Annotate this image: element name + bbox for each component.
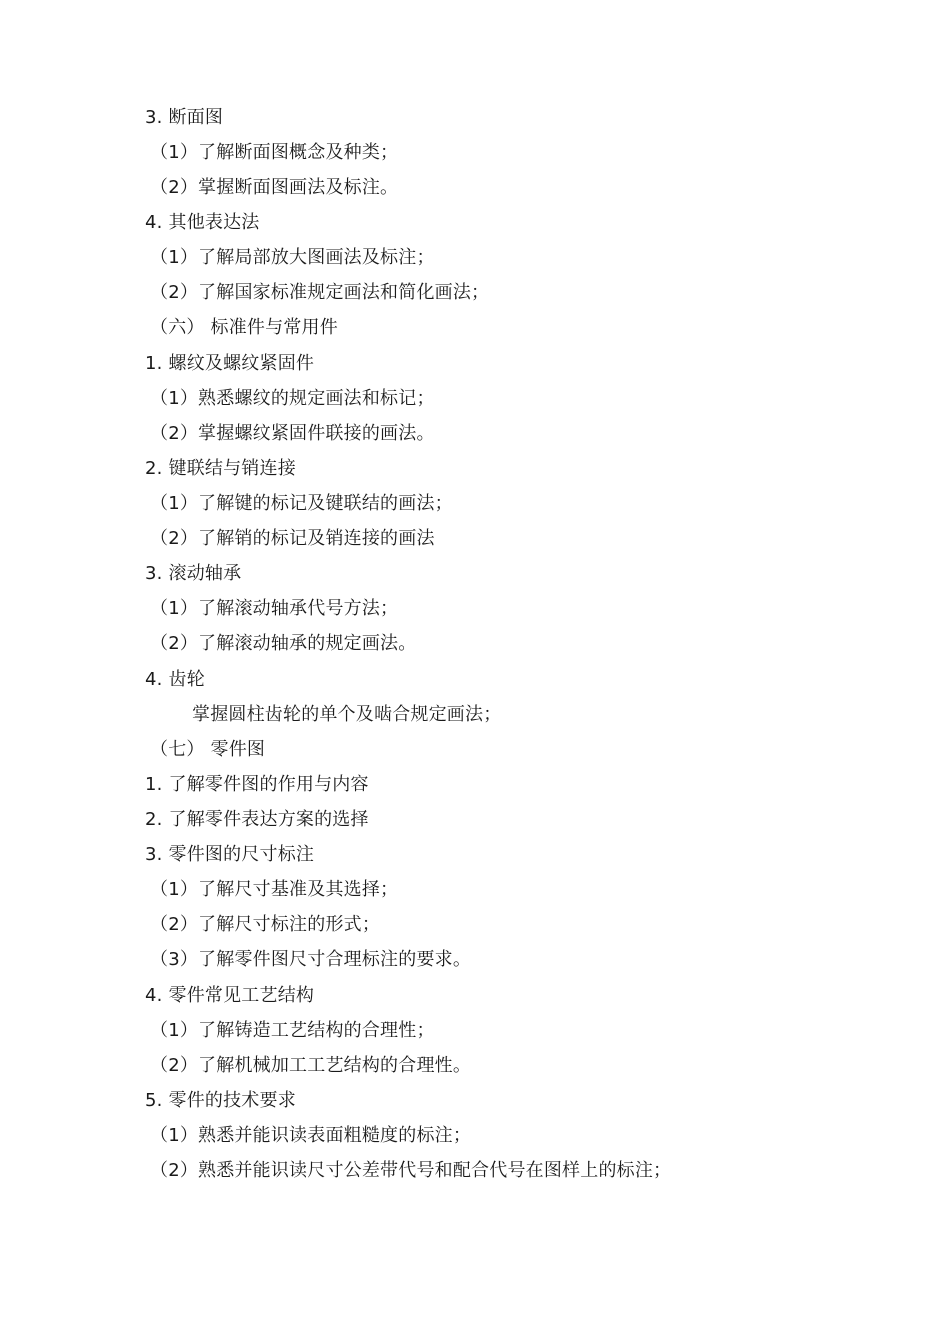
- heading-bearings: 3. 滚动轴承: [145, 563, 242, 584]
- section-heading-part-drawing: （七） 零件图: [150, 739, 266, 760]
- list-item: （2）熟悉并能识读尺寸公差带代号和配合代号在图样上的标注；: [150, 1160, 672, 1181]
- list-item: （1）了解键的标记及键联结的画法；: [150, 493, 453, 514]
- list-item: （3）了解零件图尺寸合理标注的要求。: [150, 949, 472, 970]
- list-item: （2）掌握螺纹紧固件联接的画法。: [150, 423, 435, 444]
- heading-keys-pins: 2. 键联结与销连接: [145, 458, 296, 479]
- heading-threads: 1. 螺纹及螺纹紧固件: [145, 353, 315, 374]
- list-item: （1）了解尺寸基准及其选择；: [150, 879, 399, 900]
- heading-cross-section: 3. 断面图: [145, 107, 224, 128]
- list-item: （1）了解局部放大图画法及标注；: [150, 247, 435, 268]
- list-item: （2）了解销的标记及销连接的画法: [150, 528, 435, 549]
- heading-process-structure: 4. 零件常见工艺结构: [145, 985, 315, 1006]
- section-heading-standard-parts: （六） 标准件与常用件: [150, 317, 338, 338]
- heading-other-methods: 4. 其他表达法: [145, 212, 260, 233]
- heading-gears: 4. 齿轮: [145, 669, 205, 690]
- list-item: （2）了解滚动轴承的规定画法。: [150, 633, 417, 654]
- list-item: 掌握圆柱齿轮的单个及啮合规定画法；: [192, 704, 502, 725]
- list-item: （2）了解尺寸标注的形式；: [150, 914, 381, 935]
- list-item: （1）熟悉并能识读表面粗糙度的标注；: [150, 1125, 472, 1146]
- list-item: （1）了解铸造工艺结构的合理性；: [150, 1020, 435, 1041]
- list-item: （1）了解滚动轴承代号方法；: [150, 598, 399, 619]
- list-item: （1）熟悉螺纹的规定画法和标记；: [150, 388, 435, 409]
- heading-technical-requirements: 5. 零件的技术要求: [145, 1090, 296, 1111]
- list-item: （2）了解国家标准规定画法和简化画法；: [150, 282, 490, 303]
- heading-part-drawing-purpose: 1. 了解零件图的作用与内容: [145, 774, 369, 795]
- heading-expression-scheme: 2. 了解零件表达方案的选择: [145, 809, 369, 830]
- list-item: （2）掌握断面图画法及标注。: [150, 177, 399, 198]
- list-item: （2）了解机械加工工艺结构的合理性。: [150, 1055, 472, 1076]
- list-item: （1）了解断面图概念及种类；: [150, 142, 399, 163]
- heading-dimensioning: 3. 零件图的尺寸标注: [145, 844, 315, 865]
